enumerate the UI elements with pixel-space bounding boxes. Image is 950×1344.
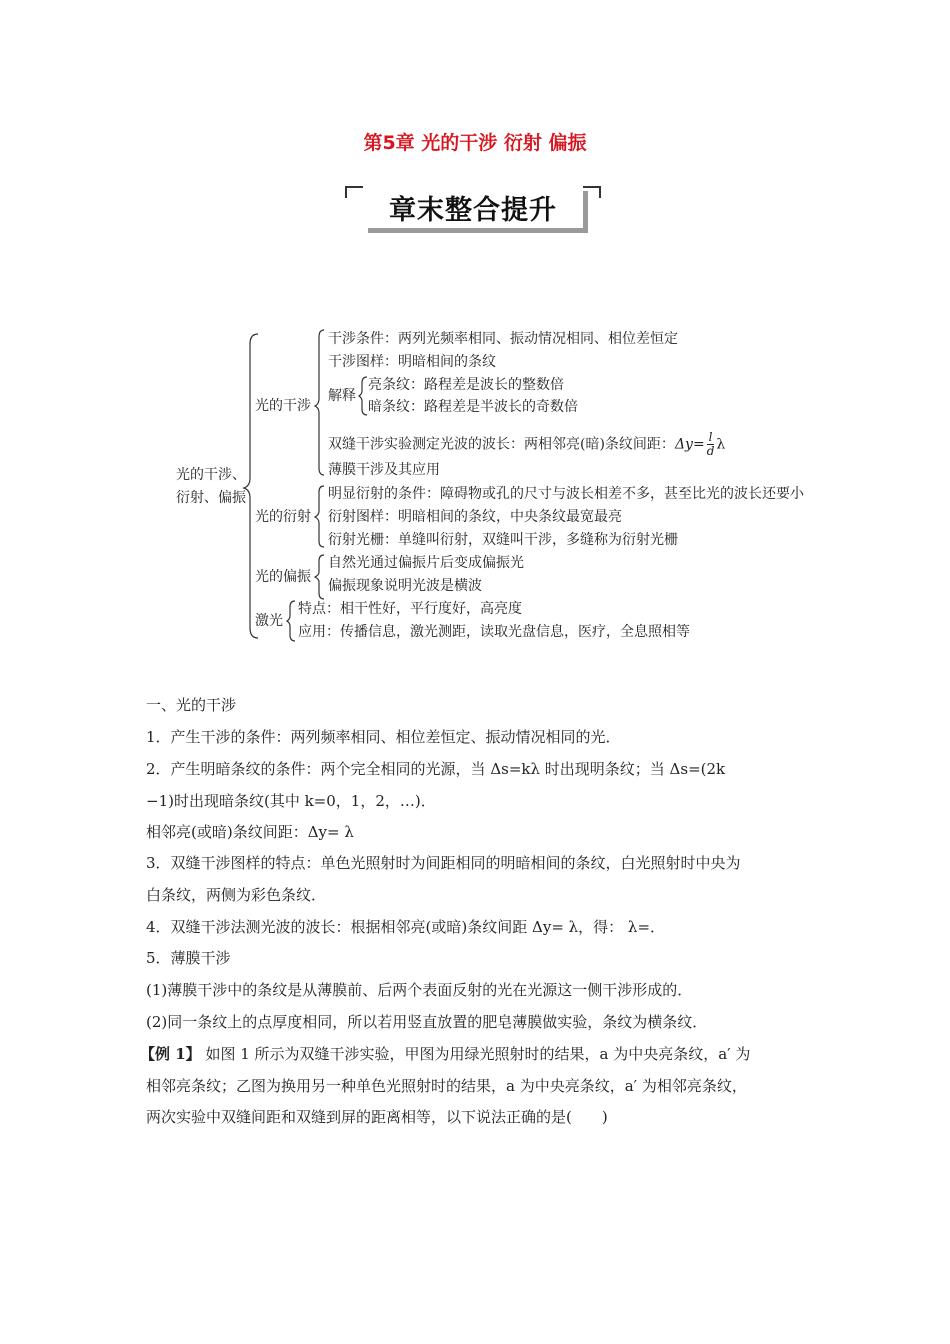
interference-pattern: 干涉图样：明暗相间的条纹 xyxy=(328,354,496,370)
double-slit-label: 双缝干涉实验测定光波的波长：两相邻亮(暗)条纹间距： xyxy=(328,436,675,453)
banner-title: 章末整合提升 xyxy=(389,195,557,226)
example-line-1 xyxy=(140,1044,750,1064)
dark-fringe: 暗条纹：路程差是半波长的奇数倍 xyxy=(368,399,578,415)
diffraction-brace xyxy=(315,486,324,547)
laser-applications: 应用：传播信息，激光测距，读取光盘信息，医疗，全息照相等 xyxy=(298,624,690,640)
double-slit-text xyxy=(328,431,725,458)
example-label: 【例 1】 xyxy=(140,1045,201,1063)
paragraph-2c: 相邻亮(或暗)条纹间距：Δy= λ xyxy=(146,823,354,841)
laser-features: 特点：相干性好，平行度好，高亮度 xyxy=(298,601,522,617)
bright-fringe: 亮条纹：路程差是波长的整数倍 xyxy=(368,377,564,393)
diffraction-pattern: 衍射图样：明暗相间的条纹，中央条纹最宽最亮 xyxy=(328,509,622,525)
laser-brace xyxy=(287,601,295,641)
paragraph-3a: 3．双缝干涉图样的特点：单色光照射时为间距相同的明暗相间的条纹，白光照射时中央为 xyxy=(146,854,741,872)
paragraph-5-1: (1)薄膜干涉中的条纹是从薄膜前、后两个表面反射的光在光源这一侧干涉形成的． xyxy=(146,981,693,999)
interference-conditions: 干涉条件：两列光频率相同、振动情况相同、相位差恒定 xyxy=(328,331,678,347)
paragraph-4: 4．双缝干涉法测光波的波长：根据相邻亮(或暗)条纹间距 Δy= λ，得： λ=． xyxy=(146,918,666,936)
diffraction-condition: 明显衍射的条件：障碍物或孔的尺寸与波长相差不多，甚至比光的波长还要小 xyxy=(328,486,804,502)
paragraph-1: 1．产生干涉的条件：两列频率相同、相位差恒定、振动情况相同的光． xyxy=(146,728,621,746)
paragraph-5-2: (2)同一条纹上的点厚度相同，所以若用竖直放置的肥皂薄膜做实验，条纹为横条纹． xyxy=(146,1013,708,1031)
diffraction-label: 光的衍射 xyxy=(255,509,311,525)
paragraph-2a: 2．产生明暗条纹的条件：两个完全相同的光源，当 Δs=kλ 时出现明条纹；当 Δs=(2k xyxy=(146,760,726,778)
paragraph-2b: −1)时出现暗条纹(其中 k=0，1，2，…)． xyxy=(146,792,436,810)
formula-lhs: Δy= xyxy=(674,436,705,453)
example-line-2: 相邻亮条纹；乙图为换用另一种单色光照射时的结果，a 为中央亮条纹，a′ 为相邻亮条纹， xyxy=(146,1077,747,1095)
section-heading: 一、光的干涉 xyxy=(146,696,237,714)
paragraph-5: 5．薄膜干涉 xyxy=(146,949,231,967)
fraction-numerator: l xyxy=(708,430,713,444)
root-label-line1: 光的干涉、 xyxy=(176,467,246,483)
root-label-line2: 衍射、偏振 xyxy=(176,490,246,506)
explain-label: 解释 xyxy=(328,388,356,404)
fraction xyxy=(707,431,715,458)
fraction-denominator: d xyxy=(706,444,715,458)
paragraph-3b: 白条纹，两侧为彩色条纹． xyxy=(146,886,327,904)
thin-film: 薄膜干涉及其应用 xyxy=(328,462,440,478)
example-line-3: 两次实验中双缝间距和双缝到屏的距离相等，以下说法正确的是( ) xyxy=(146,1108,608,1126)
example-text-a: 如图 1 所示为双缝干涉实验，甲图为用绿光照射时的结果，a 为中央亮条纹，a′ 为 xyxy=(205,1045,751,1063)
laser-label: 激光 xyxy=(255,613,283,629)
diffraction-grating: 衍射光栅：单缝叫衍射，双缝叫干涉，多缝称为衍射光栅 xyxy=(328,532,678,548)
root-brace xyxy=(244,334,258,638)
polarization-label: 光的偏振 xyxy=(255,569,311,585)
chapter-title: 第5章 光的干涉 衍射 偏振 xyxy=(363,132,587,154)
interference-label: 光的干涉 xyxy=(255,398,311,414)
polarization-brace xyxy=(315,555,324,599)
interference-brace xyxy=(315,330,324,475)
explain-brace xyxy=(359,377,367,415)
formula-rhs: λ xyxy=(716,436,726,453)
polarization-item1: 自然光通过偏振片后变成偏振光 xyxy=(328,555,524,571)
polarization-item2: 偏振现象说明光波是横波 xyxy=(328,578,482,594)
